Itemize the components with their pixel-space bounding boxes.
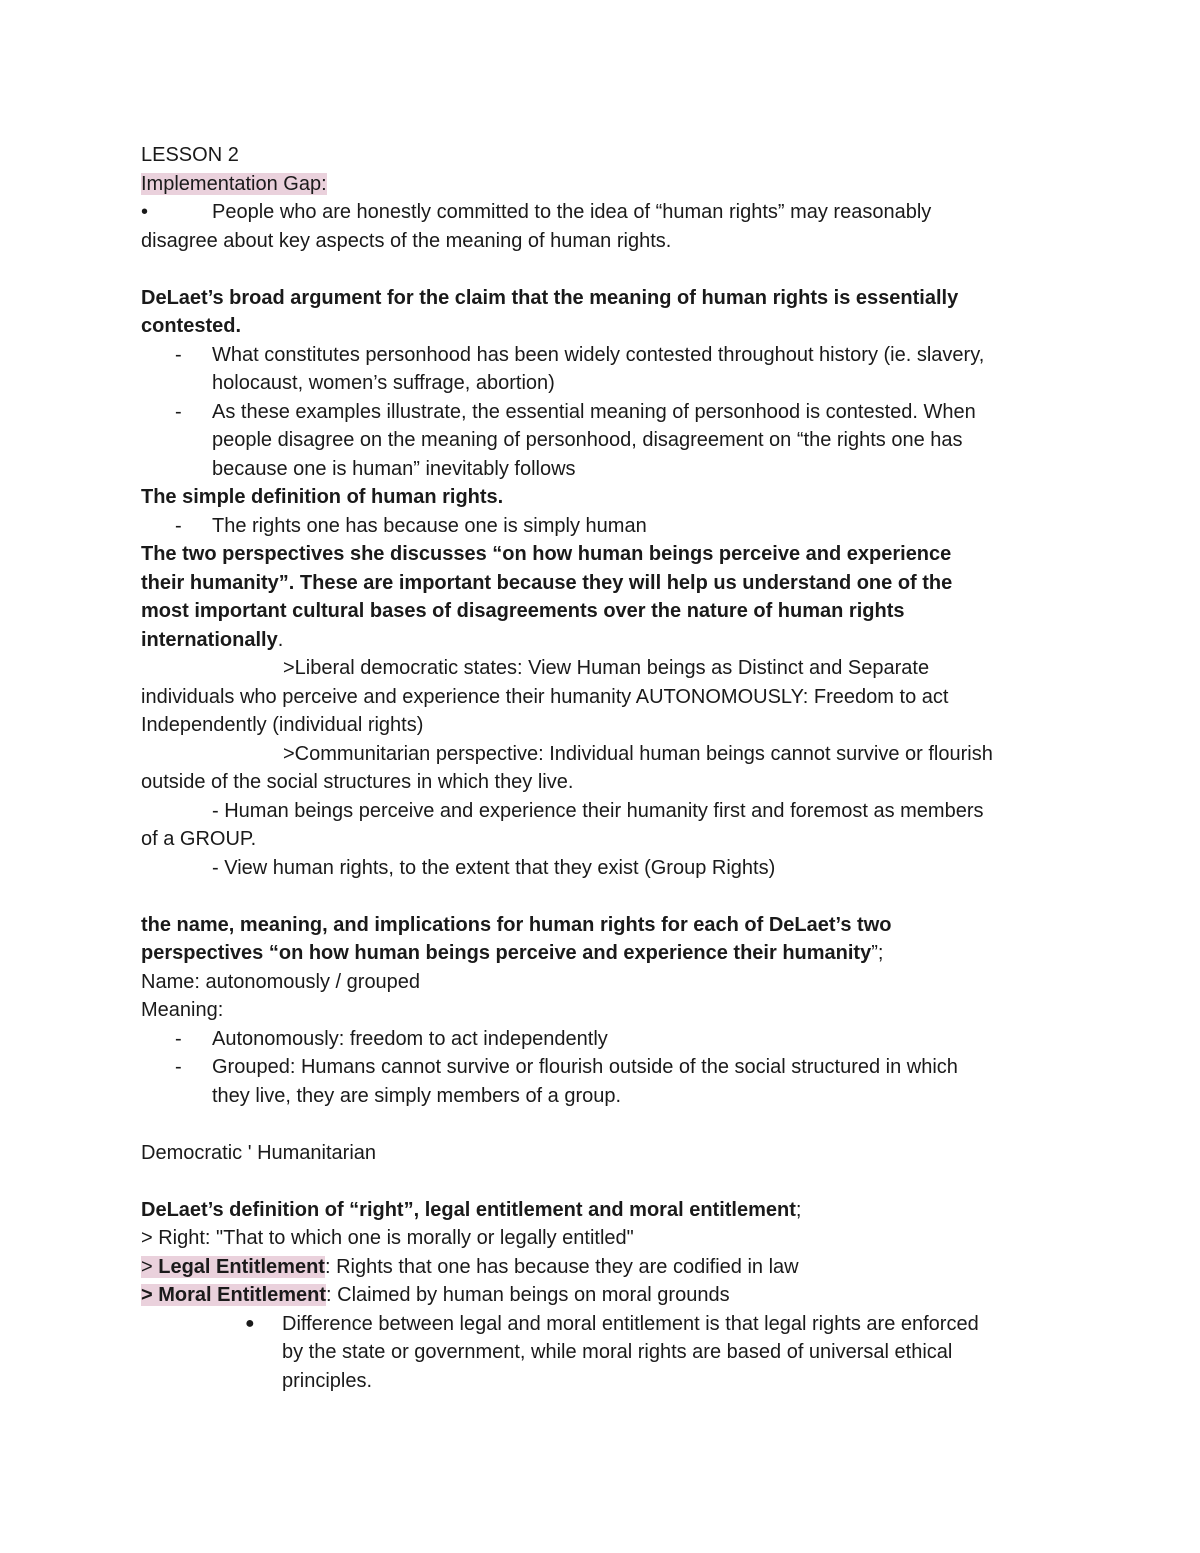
implementation-gap-text-cont: disagree about key aspects of the meaning of human rights.	[141, 229, 672, 252]
legal-entitlement-text: : Rights that one has because they are codified in law	[324, 1255, 799, 1278]
dash-marker: -	[175, 1056, 182, 1078]
communitarian-perspective-cont: outside of the social structures in which they live.	[141, 771, 574, 793]
lesson-title: LESSON 2	[141, 144, 239, 166]
two-perspectives-heading-word: internationally	[141, 628, 278, 651]
list-item-cont: by the state or government, while moral rights are based of universal ethical	[282, 1341, 953, 1363]
two-perspectives-heading: The two perspectives she discusses “on how human beings perceive and experience	[141, 543, 952, 565]
dash-marker: -	[175, 400, 182, 423]
moral-entitlement-label: > Moral Entitlement	[141, 1284, 327, 1306]
liberal-perspective-cont: Independently (individual rights)	[141, 714, 424, 736]
broad-argument-heading: DeLaet’s broad argument for the claim that the meaning of human rights is essentially	[141, 286, 959, 309]
heading-tail: ”;	[871, 942, 884, 964]
definitions-heading	[141, 1196, 1061, 1225]
legal-entitlement-label: Legal Entitlement	[158, 1255, 325, 1278]
list-item	[141, 398, 1061, 427]
name-meaning-heading-cont: perspectives “on how human beings perceive and experience their humanity	[141, 942, 872, 964]
spacer	[141, 1167, 1061, 1196]
implementation-gap-text: People who are honestly committed to the idea of “human rights” may reasonably	[212, 201, 932, 223]
list-item	[141, 341, 1061, 370]
spacer	[141, 255, 1061, 284]
legal-entitlement-label-wrap	[141, 1256, 325, 1278]
list-item-text: As these examples illustrate, the essential meaning of personhood is contested. When	[212, 400, 976, 423]
democratic-line: Democratic ' Humanitarian	[141, 1141, 377, 1164]
dash-marker: -	[175, 1027, 182, 1050]
legal-entitlement-prefix: >	[141, 1255, 159, 1278]
heading-tail: ;	[795, 1198, 802, 1221]
list-item-text: Autonomously: freedom to act independently	[212, 1027, 608, 1050]
group-rights: - View human rights, to the extent that they exist (Group Rights)	[212, 856, 776, 879]
bullet-icon: •	[141, 201, 149, 223]
liberal-perspective: >Liberal democratic states: View Human beings as Distinct and Separate	[283, 657, 930, 679]
name-meaning-heading: the name, meaning, and implications for human rights for each of DeLaet’s two	[141, 913, 892, 936]
name-meaning-heading-end	[141, 939, 1061, 968]
list-item	[141, 1310, 1061, 1339]
simple-definition-heading: The simple definition of human rights.	[141, 486, 504, 508]
moral-entitlement-text: : Claimed by human beings on moral grounds	[326, 1284, 730, 1306]
meaning-label: Meaning:	[141, 999, 224, 1021]
name-line: Name: autonomously / grouped	[141, 970, 421, 993]
list-item	[141, 512, 1061, 541]
dash-marker: -	[175, 343, 182, 366]
spacer	[141, 882, 1061, 911]
two-perspectives-heading-cont: most important cultural bases of disagreements over the nature of human rights	[141, 600, 905, 622]
period: .	[277, 628, 284, 651]
two-perspectives-heading-cont: their humanity”. These are important because they will help us understand one of the	[141, 571, 953, 594]
bullet-icon: ●	[245, 1314, 255, 1332]
list-item-cont: they live, they are simply members of a group.	[212, 1084, 622, 1107]
list-item-text: Grouped: Humans cannot survive or flourish outside of the social structured in which	[212, 1056, 958, 1078]
document-body	[141, 141, 1061, 1395]
implementation-gap-heading	[141, 170, 1061, 199]
broad-argument-heading-cont: contested.	[141, 315, 242, 337]
definitions-heading-text: DeLaet’s definition of “right”, legal entitlement and moral entitlement	[141, 1198, 796, 1221]
liberal-perspective-cont: individuals who perceive and experience their humanity AUTONOMOUSLY: Freedom to act	[141, 685, 949, 708]
group-perspective: - Human beings perceive and experience their humanity first and foremost as members	[212, 799, 984, 822]
group-perspective-cont: of a GROUP.	[141, 828, 257, 850]
list-item-text: What constitutes personhood has been widely contested throughout history (ie. slavery,	[212, 343, 985, 366]
implementation-gap-bullet	[141, 198, 1061, 227]
right-definition: > Right: "That to which one is morally or legally entitled"	[141, 1227, 634, 1249]
list-item-cont: people disagree on the meaning of personhood, disagreement on “the rights one has	[212, 429, 963, 451]
list-item-cont: principles.	[282, 1369, 373, 1392]
dash-marker: -	[175, 514, 182, 537]
legal-entitlement	[141, 1253, 1061, 1282]
communitarian-perspective: >Communitarian perspective: Individual human beings cannot survive or flourish	[283, 742, 993, 765]
list-item-text: Difference between legal and moral entitlement is that legal rights are enforced	[282, 1312, 979, 1335]
list-item-cont: holocaust, women’s suffrage, abortion)	[212, 372, 555, 394]
implementation-gap-label: Implementation Gap:	[141, 172, 327, 195]
list-item-text: The rights one has because one is simply human	[212, 514, 647, 537]
list-item	[141, 1053, 1061, 1082]
moral-entitlement	[141, 1281, 1061, 1310]
list-item-cont: because one is human” inevitably follows	[212, 457, 576, 480]
spacer	[141, 1110, 1061, 1139]
two-perspectives-heading-end	[141, 626, 1061, 655]
list-item	[141, 1025, 1061, 1054]
